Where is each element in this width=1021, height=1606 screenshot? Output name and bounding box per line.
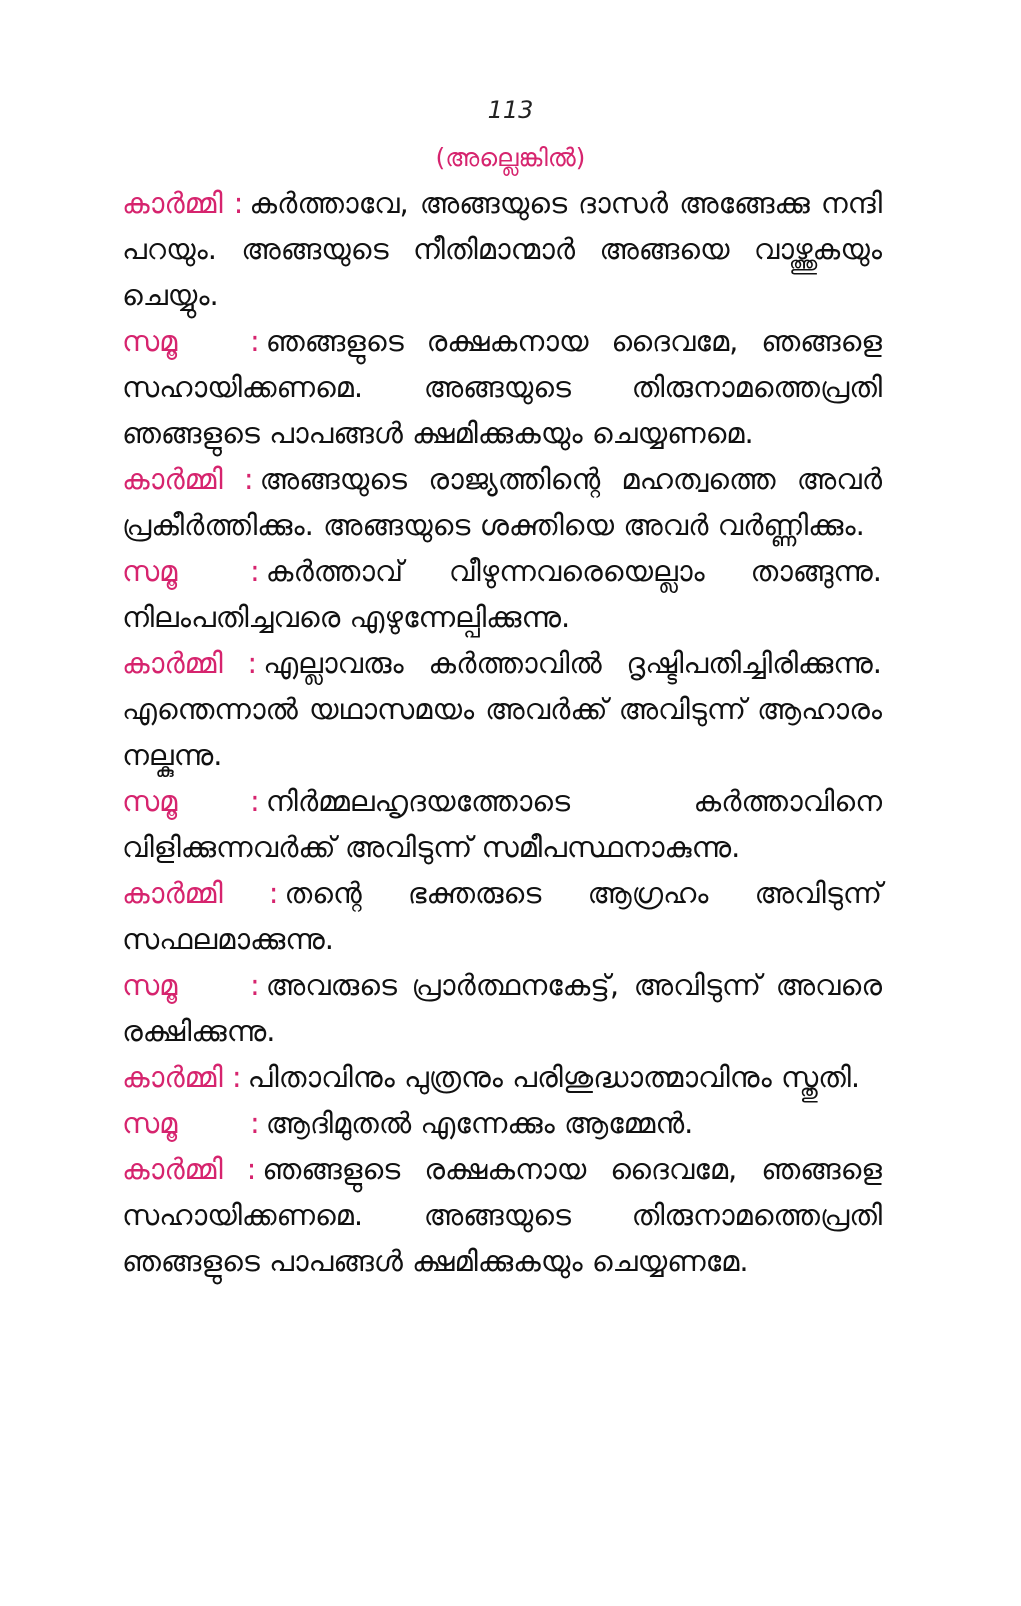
speaker-label: കാർമ്മി [122, 876, 223, 910]
verse-9 [122, 1054, 882, 1100]
verse-3 [122, 456, 882, 548]
speaker-label: കാർമ്മി [122, 1060, 223, 1094]
speaker-label: കാർമ്മി [122, 646, 223, 680]
page-number: 113 [487, 96, 534, 124]
speaker-label: സമൂ [122, 554, 178, 588]
speaker-label: സമൂ [122, 784, 178, 818]
verse-text: പിതാവിനും പുത്രനും പരിശുദ്ധാത്മാവിനും സ്തുതി. [247, 1060, 861, 1094]
speaker-colon: : [247, 646, 258, 680]
verse-2 [122, 318, 882, 456]
speaker-colon: : [250, 968, 260, 1002]
verse-text: ഞങ്ങളുടെ രക്ഷകനായ ദൈവമേ, ഞങ്ങളെ സഹായിക്കണമെ. അങ്ങയുടെ തിരുനാമത്തെപ്രതി ഞങ്ങളുടെ പാപങ്ങൾ ക്ഷമിക്കുകയും ചെയ്യണമെ. [122, 324, 882, 450]
speaker-colon: : [250, 324, 260, 358]
verse-8 [122, 962, 882, 1054]
speaker-colon: : [231, 1060, 242, 1094]
speaker-colon: : [250, 554, 260, 588]
speaker-colon: : [250, 784, 260, 818]
verse-text: ആദിമുതൽ എന്നേക്കും ആമ്മേൻ. [265, 1106, 694, 1140]
verse-text: കർത്താവ് വീഴുന്നവരെയെല്ലാം താങ്ങുന്നു. നിലംപതിച്ചവരെ എഴുന്നേല്പിക്കുന്നു. [122, 554, 882, 634]
verse-5 [122, 640, 882, 778]
verse-text: അങ്ങയുടെ രാജ്യത്തിന്റെ മഹത്വത്തെ അവർ പ്രകീർത്തിക്കും. അങ്ങയുടെ ശക്തിയെ അവർ വർണ്ണിക്കും. [122, 462, 882, 542]
verse-text: ഞങ്ങളുടെ രക്ഷകനായ ദൈവമേ, ഞങ്ങളെ സഹായിക്കണമെ. അങ്ങയുടെ തിരുനാമത്തെപ്രതി ഞങ്ങളുടെ പാപങ്ങൾ ക്ഷമിക്കുകയും ചെയ്യണമേ. [122, 1152, 883, 1278]
speaker-colon: : [268, 876, 279, 910]
speaker-label: കാർമ്മി [122, 186, 223, 220]
speaker-colon: : [243, 462, 254, 496]
speaker-label: കാർമ്മി [122, 462, 223, 496]
speaker-colon: : [233, 186, 244, 220]
verse-text: തന്റെ ഭക്തരുടെ ആഗ്രഹം അവിടുന്ന് സഫലമാക്കുന്നു. [122, 876, 882, 956]
verse-text: കർത്താവേ, അങ്ങയുടെ ദാസർ അങ്ങേക്കു നന്ദി പറയും. അങ്ങയുടെ നീതിമാന്മാർ അങ്ങയെ വാഴ്ത്തുകയും ചെയ്യും. [122, 186, 882, 312]
speaker-label: കാർമ്മി [122, 1152, 223, 1186]
section-subtitle: (അല്ലെങ്കിൽ) [435, 143, 586, 172]
verse-10 [122, 1100, 882, 1146]
speaker-colon: : [250, 1106, 260, 1140]
verse-6 [122, 778, 882, 870]
speaker-label: സമൂ [122, 324, 178, 358]
verse-text: എല്ലാവരും കർത്താവിൽ ദൃഷ്ടിപതിച്ചിരിക്കുന്നു. എന്തെന്നാൽ യഥാസമയം അവർക്ക് അവിടുന്ന് ആഹാരം നല്കുന്നു. [122, 646, 883, 772]
verse-11 [122, 1146, 882, 1284]
verse-1 [122, 180, 882, 318]
verse-text: അവരുടെ പ്രാർത്ഥനകേട്ട്, അവിടുന്ന് അവരെ രക്ഷിക്കുന്നു. [122, 968, 882, 1048]
speaker-colon: : [246, 1152, 257, 1186]
speaker-label: സമൂ [122, 1106, 178, 1140]
verse-4 [122, 548, 882, 640]
verse-7 [122, 870, 882, 962]
speaker-label: സമൂ [122, 968, 178, 1002]
verse-text: നിർമ്മലഹൃദയത്തോടെ കർത്താവിനെ വിളിക്കുന്നവർക്ക് അവിടുന്ന് സമീപസ്ഥനാകുന്നു. [122, 784, 882, 864]
responsorial-text [122, 180, 882, 1284]
